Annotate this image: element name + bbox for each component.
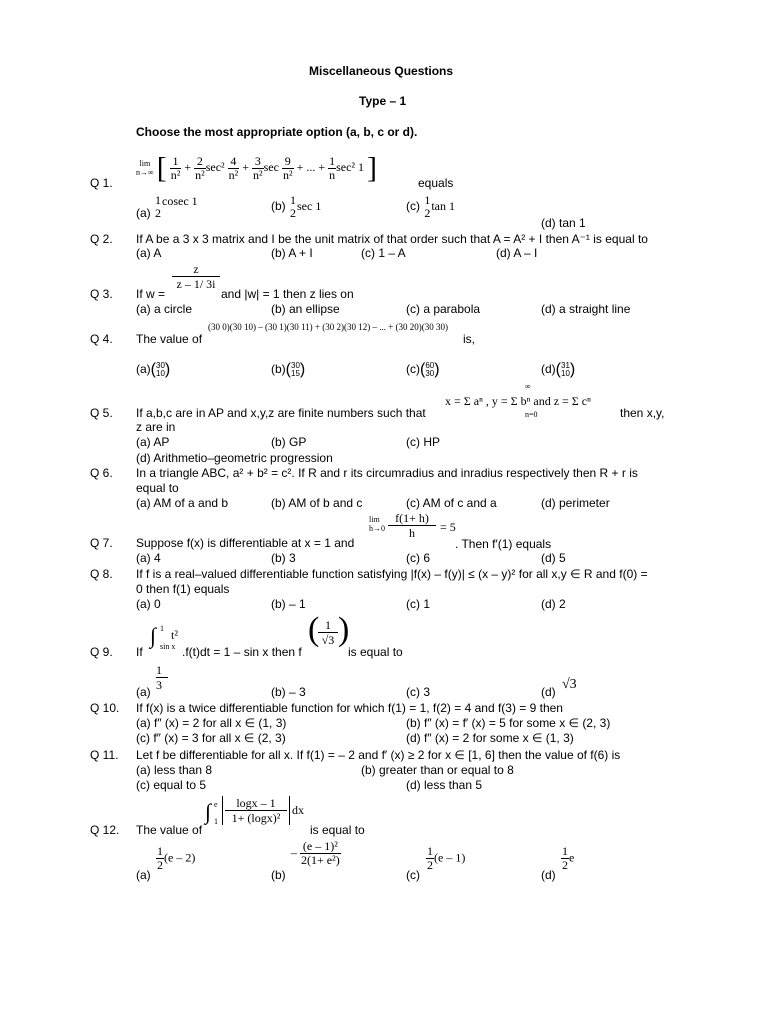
q12-option-d: $\frac{1}{2}$ e xyxy=(562,844,575,872)
q9-integrand: t² xyxy=(171,628,178,642)
q2-text: If A be a 3 x 3 matrix and I be the unit matrix of that order such that A = A² + I then A⁻¹ is equal to xyxy=(136,232,648,246)
q3-option-a: (a) a circle xyxy=(136,302,193,316)
q2-option-c: (c) 1 – A xyxy=(361,246,406,260)
q5-option-a: (a) AP xyxy=(136,435,170,449)
q12-integral-icon: ∫ xyxy=(205,799,212,824)
q9-post: is equal to xyxy=(348,645,403,659)
q7-option-c: (c) 6 xyxy=(406,551,430,565)
q8-option-a: (a) 0 xyxy=(136,597,161,611)
q6-option-a: (a) AM of a and b xyxy=(136,496,229,510)
q9-paren-right: ) xyxy=(338,611,350,648)
q4-number: Q 4. xyxy=(90,332,113,346)
q8-option-c: (c) 1 xyxy=(406,597,430,611)
q2-number: Q 2. xyxy=(90,232,113,246)
q12-option-d-label: (d) xyxy=(541,868,556,882)
q11-option-a: (a) less than 8 xyxy=(136,763,213,777)
q9-option-a-label: (a) xyxy=(136,685,151,699)
q5-post: then x,y, xyxy=(620,406,665,420)
q11-option-d: (d) less than 5 xyxy=(406,778,483,792)
q5-text: If a,b,c are in AP and x,y,z are finite numbers such that xyxy=(136,406,426,420)
q7-fraction: f(1+ h) h xyxy=(388,511,436,540)
q10-number: Q 10. xyxy=(90,701,120,715)
q9-option-d: √3 xyxy=(562,677,577,692)
q6-option-c: (c) AM of c and a xyxy=(406,496,497,510)
q9-option-a: 1 3 xyxy=(136,663,168,692)
q12-option-c: $\frac{1}{2}$ (e – 1) xyxy=(427,844,466,872)
q8-number: Q 8. xyxy=(90,567,113,581)
q11-option-c: (c) equal to 5 xyxy=(136,778,207,792)
q1-expression: lim n→∞ [ $\frac{1}{\text{n²}}$ + $\frac{2}{\text{n²}}$ sec² $\frac{4}{\text{n²}}$ + $\frac{3}{\text{n²}}$ sec $\frac{9}{\text{n²}}$ + ... + $\frac{1}{n}$ sec² 1 ] xyxy=(136,151,378,185)
q12-option-b: – $\frac{\text{(e – 1)²}}{\text{2(1+ e²)}}$ xyxy=(291,839,340,867)
q10-option-d: (d) f″ (x) = 2 for some x ∈ (1, 3) xyxy=(406,731,574,745)
q12-pre: The value of xyxy=(136,823,203,837)
q8-option-d: (d) 2 xyxy=(541,597,566,611)
q3-option-d: (d) a straight line xyxy=(541,302,631,316)
q1-option-d: (d) tan 1 xyxy=(541,216,586,230)
q9-pre: If xyxy=(136,645,143,659)
q12-option-c-label: (c) xyxy=(406,868,420,882)
q6-option-b: (b) AM of b and c xyxy=(271,496,363,510)
q12-option-a-label: (a) xyxy=(136,868,151,882)
q3-post: and |w| = 1 then z lies on xyxy=(221,287,354,301)
q4-option-d: (d)(31 10) xyxy=(541,361,576,378)
q10-option-b: (b) f″ (x) = f′ (x) = 5 for some x ∈ (2, 3) xyxy=(406,716,611,730)
q10-option-c: (c) f″ (x) = 3 for all x ∈ (2, 3) xyxy=(136,731,286,745)
q11-text: Let f be differentiable for all x. If f(1) = – 2 and f′ (x) ≥ 2 for x ∈ [1, 6] then the value of f(6) is xyxy=(136,748,621,762)
q2-option-a: (a) A xyxy=(136,246,162,260)
instruction: Choose the most appropriate option (a, b, c or d). xyxy=(136,125,418,139)
q12-abs-fraction: logx – 1 1+ (logx)² xyxy=(222,796,290,825)
q12-option-b-label: (b) xyxy=(271,868,286,882)
q7-option-b: (b) 3 xyxy=(271,551,296,565)
q9-paren-left: ( xyxy=(308,611,320,648)
q2-option-d: (d) A – I xyxy=(496,246,538,260)
q9-option-b: (b) – 3 xyxy=(271,685,306,699)
q12-number: Q 12. xyxy=(90,823,120,837)
q6-option-d: (d) perimeter xyxy=(541,496,610,510)
q7-number: Q 7. xyxy=(90,536,113,550)
q7-text: Suppose f(x) is differentiable at x = 1 and xyxy=(136,536,355,550)
q5-line2: z are in xyxy=(136,420,176,434)
q2-option-b: (b) A + I xyxy=(271,246,313,260)
q7-post: . Then f′(1) equals xyxy=(455,537,552,551)
q4-option-b: (b)(30 15) xyxy=(271,361,306,378)
q7-limit: lim h→0 xyxy=(369,515,385,533)
q1-option-b: (b) 1 2 sec 1 xyxy=(271,193,322,220)
q10-option-a: (a) f″ (x) = 2 for all x ∈ (1, 3) xyxy=(136,716,287,730)
q10-text: If f(x) is a twice differentiable function for which f(1) = 1, f(2) = 4 and f(3) = 9 then xyxy=(136,701,563,715)
q4-post: is, xyxy=(463,332,475,346)
q3-number: Q 3. xyxy=(90,287,113,301)
q6-line2: equal to xyxy=(136,481,179,495)
q9-argument: 1 √3 xyxy=(318,618,338,647)
q4-option-c: (c)(60 30) xyxy=(406,361,440,378)
q5-option-d: (d) Arithmetio–geometric progression xyxy=(136,451,333,465)
q12-int-bottom: 1 xyxy=(214,817,218,826)
q12-dx: dx xyxy=(292,803,304,817)
q8-option-b: (b) – 1 xyxy=(271,597,306,611)
q9-option-d-label: (d) xyxy=(541,685,556,699)
q9-number: Q 9. xyxy=(90,645,113,659)
q8-line1: If f is a real–valued differentiable function satisfying |f(x) – f(y)| ≤ (x – y)² for all x,y ∈ R and f(0) = xyxy=(136,567,648,581)
q11-option-b: (b) greater than or equal to 8 xyxy=(361,763,514,777)
q7-equals: = 5 xyxy=(440,520,456,534)
q4-option-a: (a)(30 10) xyxy=(136,361,171,378)
q12-option-a: $\frac{1}{2}$ (e – 2) xyxy=(157,844,196,872)
q3-option-b: (b) an ellipse xyxy=(271,302,340,316)
q1-tail: equals xyxy=(418,176,454,190)
q9-int-top: 1 xyxy=(160,624,164,633)
q5-sums: ∞ x = Σ aⁿ , y = Σ bⁿ and z = Σ cⁿ n=0 xyxy=(445,382,591,419)
q9-mid: .f(t)dt = 1 – sin x then f xyxy=(182,645,302,659)
q6-number: Q 6. xyxy=(90,466,113,480)
q1-number: Q 1. xyxy=(90,176,113,190)
q5-number: Q 5. xyxy=(90,406,113,420)
q6-line1: In a triangle ABC, a² + b² = c². If R and r its circumradius and inradius respectively then R + r is xyxy=(136,466,638,480)
q8-line2: 0 then f(1) equals xyxy=(136,582,230,596)
q3-option-c: (c) a parabola xyxy=(406,302,481,316)
q12-post: is equal to xyxy=(310,823,365,837)
q4-pre: The value of xyxy=(136,332,203,346)
q3-fraction: z z – 1/ 3i xyxy=(172,262,220,291)
q1-option-c: (c) 1 2 tan 1 xyxy=(406,193,456,220)
q9-int-bottom: sin x xyxy=(160,642,176,651)
q4-series: (30 0)(30 10) – (30 1)(30 11) + (30 2)(30 12) – ... + (30 20)(30 30) xyxy=(208,322,449,332)
q5-option-b: (b) GP xyxy=(271,435,307,449)
q7-option-a: (a) 4 xyxy=(136,551,161,565)
q1-option-a: (a) 1 2 cosec 1 xyxy=(136,193,198,220)
q9-integral-icon: ∫ xyxy=(150,623,157,648)
q7-option-d: (d) 5 xyxy=(541,551,566,565)
page-title: Miscellaneous Questions xyxy=(309,64,454,78)
q5-option-c: (c) HP xyxy=(406,435,440,449)
type-heading: Type – 1 xyxy=(359,94,407,108)
q9-option-c: (c) 3 xyxy=(406,685,430,699)
q11-number: Q 11. xyxy=(90,748,119,762)
q3-pre: If w = xyxy=(136,287,166,301)
q12-int-top: e xyxy=(214,800,218,809)
